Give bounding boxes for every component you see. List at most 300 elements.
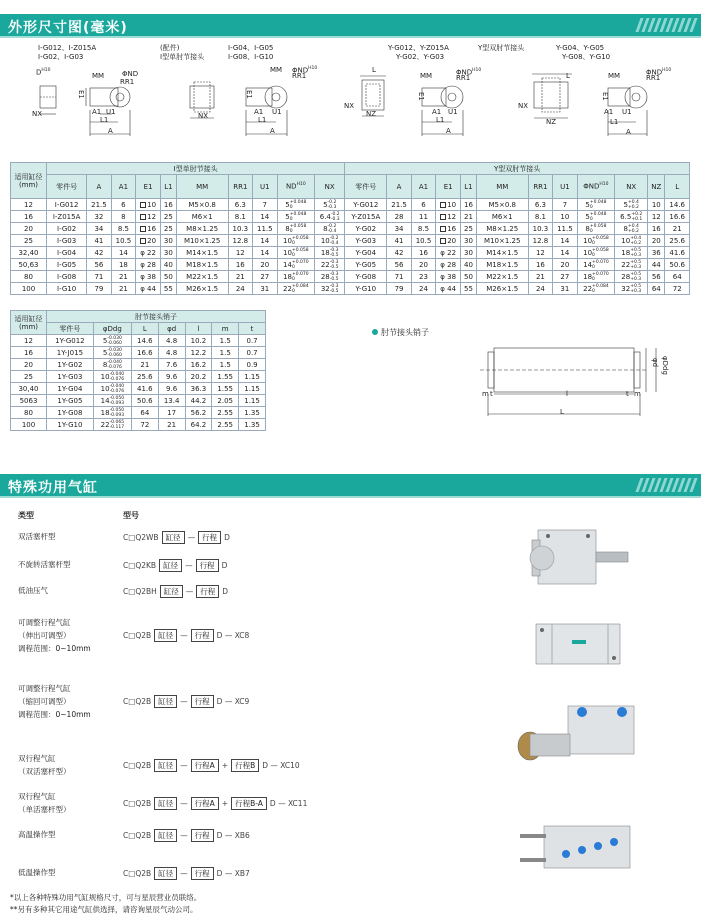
dim-label: L bbox=[566, 72, 570, 80]
table-cell: 12 bbox=[11, 199, 47, 211]
table-cell: 64 bbox=[665, 271, 690, 283]
dim-label: φd bbox=[651, 358, 659, 368]
h10-label: H10 bbox=[599, 182, 609, 188]
model-text: + bbox=[221, 798, 229, 808]
table-cell: 1.35 bbox=[239, 419, 266, 431]
table-row bbox=[11, 199, 690, 211]
cylinder-photo bbox=[512, 698, 642, 772]
table-cell: 7 bbox=[553, 199, 577, 211]
bullet-dot bbox=[372, 329, 378, 335]
table-cell: 5 -0.2 -0.3 bbox=[315, 199, 345, 211]
table-cell: 8 bbox=[111, 211, 135, 223]
table-row bbox=[11, 223, 690, 235]
table-cell: I-Z015A bbox=[47, 211, 87, 223]
table-cell: 72 bbox=[665, 283, 690, 295]
table-cell: M14×1.5 bbox=[176, 247, 228, 259]
table-cell: Y-G05 bbox=[345, 259, 387, 271]
table-cell: 28 bbox=[387, 211, 411, 223]
tolerance: -0.040 -0.076 bbox=[107, 359, 122, 370]
dim-label: A bbox=[270, 127, 275, 135]
table-cell: φ 38 bbox=[136, 271, 161, 283]
table-cell: 21 bbox=[665, 223, 690, 235]
dim-label: L1 bbox=[610, 118, 619, 126]
table-cell: 64 bbox=[131, 407, 158, 419]
table-cell: 32 bbox=[87, 211, 111, 223]
table-row bbox=[11, 407, 266, 419]
table-row bbox=[11, 347, 266, 359]
table-column-header: m bbox=[212, 323, 239, 335]
model-field-box: 行程 bbox=[191, 829, 214, 842]
model-text: C□Q2B bbox=[123, 696, 152, 706]
model-field-box: 行程 bbox=[191, 695, 214, 708]
table-cell: 18 +0.070 0 bbox=[577, 271, 615, 283]
table-column-header: 零件号 bbox=[47, 323, 94, 335]
dim-label: NZ bbox=[546, 118, 557, 126]
dim-label: MM bbox=[92, 72, 105, 80]
table-cell: 80 bbox=[11, 271, 47, 283]
table-cell: 10.3 bbox=[528, 223, 552, 235]
table-cell: 11 bbox=[411, 211, 435, 223]
dim-label: NX bbox=[198, 112, 209, 120]
table-column-header: 零件号 bbox=[345, 175, 387, 199]
table-cell: 44.2 bbox=[185, 395, 212, 407]
table-cell: 22 +0.084 0 bbox=[577, 283, 615, 295]
table-cell: 64 bbox=[648, 283, 665, 295]
table-cell: 24 bbox=[528, 283, 552, 295]
table-column-header: MM bbox=[476, 175, 528, 199]
table-cell: 1Y-G10 bbox=[47, 419, 94, 431]
table-cell: 20 bbox=[11, 223, 47, 235]
dim-label: MM bbox=[420, 72, 433, 80]
table-cell: 100 bbox=[11, 283, 47, 295]
dim-label: A1 bbox=[432, 108, 442, 116]
table-group-header: I型单肘节接头 bbox=[47, 163, 345, 175]
table-cell: M6×1 bbox=[176, 211, 228, 223]
table-column-header: U1 bbox=[553, 175, 577, 199]
special-type bbox=[18, 682, 91, 721]
dim-label: m bbox=[634, 390, 641, 398]
special-type-line: 低油压气 bbox=[18, 586, 48, 595]
table-cell: φ 44 bbox=[136, 283, 161, 295]
table-cell: 21 bbox=[111, 283, 135, 295]
model-text: D — XC8 bbox=[216, 630, 250, 640]
table-cell: M10×1.25 bbox=[476, 235, 528, 247]
table-column-header: U1 bbox=[253, 175, 277, 199]
table-cell: 30 bbox=[461, 247, 477, 259]
table-cell: 20 bbox=[411, 259, 435, 271]
dim-label: E1 bbox=[245, 90, 253, 99]
dim-label: φDdg bbox=[661, 356, 669, 375]
table-cell: 1.15 bbox=[239, 395, 266, 407]
table-cell: 16 bbox=[461, 199, 477, 211]
table-cell: I-G08 bbox=[47, 271, 87, 283]
table-cell: M18×1.5 bbox=[176, 259, 228, 271]
table-cell: 10 bbox=[553, 211, 577, 223]
dim-label: L bbox=[560, 408, 564, 416]
table-cell: 18 -0.050 -0.093 bbox=[93, 407, 131, 419]
table-row bbox=[11, 359, 266, 371]
model-code bbox=[123, 694, 249, 708]
table-cell: 10 +0.058 0 bbox=[277, 235, 315, 247]
table-cell: 24 bbox=[411, 283, 435, 295]
special-type-line: （缩回可调型） bbox=[18, 697, 71, 706]
tolerance: +0.4 +0.2 bbox=[627, 223, 639, 234]
table-cell: 20 bbox=[553, 259, 577, 271]
square-icon bbox=[440, 226, 446, 232]
model-text: D — XC9 bbox=[216, 696, 250, 706]
table-cell: 32,40 bbox=[11, 247, 47, 259]
table-cell: Y-G08 bbox=[345, 271, 387, 283]
table-row bbox=[11, 383, 266, 395]
model-field-box: 缸径 bbox=[154, 629, 177, 642]
model-text: C□Q2B bbox=[123, 630, 152, 640]
dim-label: NZ bbox=[366, 110, 377, 118]
pin-table bbox=[10, 310, 266, 431]
tolerance: -0.040 -0.076 bbox=[109, 383, 125, 394]
table-cell: 11.5 bbox=[253, 223, 277, 235]
table-cell: 16 bbox=[228, 259, 252, 271]
section-banner-dimensions bbox=[0, 14, 701, 36]
table-cell: 100 bbox=[11, 419, 47, 431]
model-field-box: 行程 bbox=[191, 629, 214, 642]
table-cell: 79 bbox=[87, 283, 111, 295]
model-text: + bbox=[221, 760, 229, 770]
table-cell: 32 +0.5 +0.3 bbox=[615, 283, 648, 295]
table-cell: 56.2 bbox=[185, 407, 212, 419]
table-cell: 20 bbox=[136, 235, 161, 247]
tolerance: -0.3 -0.5 bbox=[329, 283, 339, 294]
dim-label: U1 bbox=[448, 108, 458, 116]
table-cell: 30 bbox=[161, 235, 177, 247]
square-icon bbox=[140, 238, 146, 244]
tolerance: +0.058 0 bbox=[589, 223, 607, 234]
dim-label: m bbox=[482, 390, 489, 398]
table-cell: 18 +0.5 +0.3 bbox=[615, 247, 648, 259]
dim-label: D bbox=[36, 68, 42, 77]
dim-label: A bbox=[446, 127, 451, 135]
table-cell: Y-Z015A bbox=[345, 211, 387, 223]
table-cell: 1.55 bbox=[212, 383, 239, 395]
table-column-header: L bbox=[131, 323, 158, 335]
table-cell: 12 bbox=[228, 247, 252, 259]
table-cell: 1Y-G08 bbox=[47, 407, 94, 419]
model-code bbox=[123, 866, 250, 880]
dim-label: t bbox=[490, 390, 493, 398]
table-cell: 25.6 bbox=[131, 371, 158, 383]
model-field-box: 缸径 bbox=[154, 797, 177, 810]
table-cell: 10 -0.040 -0.076 bbox=[93, 383, 131, 395]
table-column-header: φDdg bbox=[93, 323, 131, 335]
table-row bbox=[11, 335, 266, 347]
table-group-header: Y型双肘节接头 bbox=[345, 163, 690, 175]
table-cell: φ 44 bbox=[436, 283, 461, 295]
table-cell: 30 bbox=[461, 235, 477, 247]
pin-title: 肘节接头销子 bbox=[381, 328, 429, 337]
diagram-caption: I-G04、I-G05 I-G08、I-G10 bbox=[228, 44, 274, 61]
divider bbox=[0, 496, 701, 498]
table-cell: 21.5 bbox=[87, 199, 111, 211]
table-cell: 22 +0.084 0 bbox=[277, 283, 315, 295]
model-text: D bbox=[222, 586, 229, 596]
table-cell: 6.3 bbox=[228, 199, 252, 211]
table-cell: 10.5 bbox=[111, 235, 135, 247]
dim-label: E1 bbox=[417, 92, 425, 101]
table-cell: 41 bbox=[87, 235, 111, 247]
table-cell: M6×1 bbox=[476, 211, 528, 223]
special-type bbox=[18, 828, 56, 841]
dim-label: MM bbox=[270, 66, 283, 74]
model-code bbox=[123, 758, 300, 772]
table-header: 适用缸径 (mm) bbox=[11, 311, 47, 335]
table-cell: 21 bbox=[228, 271, 252, 283]
table-cell: I-G02 bbox=[47, 223, 87, 235]
special-type bbox=[18, 790, 71, 816]
table-row bbox=[11, 247, 690, 259]
footnote: **另有多种其它用途气缸供选择，请咨询星辰气动公司。 bbox=[10, 905, 198, 914]
section-banner-special bbox=[0, 474, 701, 496]
dim-label: t bbox=[626, 390, 629, 398]
dim-label: A1 bbox=[604, 108, 614, 116]
dim-label: NX bbox=[32, 110, 43, 118]
table-cell: 40 bbox=[161, 259, 177, 271]
table-cell: I-G10 bbox=[47, 283, 87, 295]
table-cell: 36.3 bbox=[185, 383, 212, 395]
table-cell: 8 +0.058 0 bbox=[577, 223, 615, 235]
special-type-line: 可调整行程气缸 bbox=[18, 618, 71, 627]
table-cell: 56 bbox=[648, 271, 665, 283]
table-cell: 8 -0.040 -0.076 bbox=[93, 359, 131, 371]
table-cell: 1.5 bbox=[212, 347, 239, 359]
table-cell: 25 bbox=[461, 223, 477, 235]
table-cell: 25 bbox=[161, 223, 177, 235]
table-cell: 36 bbox=[648, 247, 665, 259]
tolerance: +0.070 0 bbox=[592, 259, 609, 270]
table-cell: 12 bbox=[436, 211, 461, 223]
tolerance: -0.065 -0.117 bbox=[109, 419, 125, 430]
table-column-header: L1 bbox=[461, 175, 477, 199]
table-cell: 8.1 bbox=[528, 211, 552, 223]
table-cell: 50,63 bbox=[11, 259, 47, 271]
table-cell: Y-G10 bbox=[345, 283, 387, 295]
stripes-decoration bbox=[638, 478, 695, 492]
tolerance: -0.2 -0.3 bbox=[327, 199, 337, 210]
model-text: D bbox=[224, 532, 230, 542]
dim-label: E1 bbox=[601, 92, 609, 101]
table-cell: 6 bbox=[411, 199, 435, 211]
table-cell: 21 bbox=[158, 419, 185, 431]
dim-label: MM bbox=[608, 72, 621, 80]
table-cell: 14.6 bbox=[131, 335, 158, 347]
tolerance: -0.030 -0.060 bbox=[107, 347, 122, 358]
model-text: D — XC11 bbox=[269, 798, 308, 808]
table-cell: 10 bbox=[648, 199, 665, 211]
model-field-box: 缸径 bbox=[154, 695, 177, 708]
table-cell: 12 bbox=[11, 335, 47, 347]
table-cell: 16 bbox=[528, 259, 552, 271]
table-cell: 14 bbox=[553, 235, 577, 247]
cylinder-photo bbox=[518, 818, 638, 878]
table-cell: 16.2 bbox=[185, 359, 212, 371]
pin-drawing bbox=[480, 340, 680, 424]
table-cell: 5 +0.4 +0.2 bbox=[615, 199, 648, 211]
table-cell: 41.6 bbox=[665, 247, 690, 259]
table-cell: 40 bbox=[461, 259, 477, 271]
table-cell: 16.6 bbox=[665, 211, 690, 223]
tolerance: +0.5 +0.3 bbox=[630, 283, 642, 294]
column-header-type: 类型 bbox=[18, 511, 34, 520]
table-cell: 0.7 bbox=[239, 335, 266, 347]
model-text: C□Q2BH bbox=[123, 586, 157, 596]
table-column-header: L bbox=[665, 175, 690, 199]
table-cell: 44 bbox=[648, 259, 665, 271]
table-cell: 20.2 bbox=[185, 371, 212, 383]
dim-label: RR1 bbox=[456, 74, 471, 82]
tolerance: +0.084 0 bbox=[291, 283, 309, 294]
table-cell: 16 bbox=[648, 223, 665, 235]
model-text: C□Q2KB bbox=[123, 560, 157, 570]
table-column-header: MM bbox=[176, 175, 228, 199]
table-cell: 18 -0.3 -0.5 bbox=[315, 247, 345, 259]
table-cell: 18 bbox=[111, 259, 135, 271]
diagram-caption: Y-G04、Y-G05 Y-G08、Y-G10 bbox=[556, 44, 611, 61]
table-cell: 25 bbox=[11, 371, 47, 383]
table-cell: 12.2 bbox=[185, 347, 212, 359]
table-cell: 13.4 bbox=[158, 395, 185, 407]
footnote: *以上各种特殊功用气缸规格尺寸，可与星辰营业员联络。 bbox=[10, 893, 202, 902]
h10-label: H10 bbox=[296, 182, 306, 188]
dim-label: L1 bbox=[258, 116, 267, 124]
table-cell: 41.6 bbox=[131, 383, 158, 395]
table-cell: 17 bbox=[158, 407, 185, 419]
tolerance: +0.070 0 bbox=[291, 271, 309, 282]
table-cell: 14 bbox=[111, 247, 135, 259]
model-code bbox=[123, 530, 230, 544]
table-cell: 1Y-G05 bbox=[47, 395, 94, 407]
model-field-box: 缸径 bbox=[154, 867, 177, 880]
divider bbox=[0, 36, 701, 38]
table-cell: 14 bbox=[253, 211, 277, 223]
table-cell: 10 +0.058 0 bbox=[277, 247, 315, 259]
table-cell: I-G03 bbox=[47, 235, 87, 247]
table-cell: 50.6 bbox=[131, 395, 158, 407]
table-cell: 10 +0.4 +0.2 bbox=[615, 235, 648, 247]
tolerance: +0.4 +0.2 bbox=[630, 235, 642, 246]
special-type-line: 高温操作型 bbox=[18, 830, 56, 839]
dim-label: NX bbox=[518, 102, 529, 110]
table-cell: 27 bbox=[253, 271, 277, 283]
table-column-header: A bbox=[387, 175, 411, 199]
tolerance: -0.2 -0.3 bbox=[330, 211, 340, 222]
special-type-line: （双活塞杆型） bbox=[18, 767, 71, 776]
table-cell: M8×1.25 bbox=[476, 223, 528, 235]
model-text: — bbox=[180, 630, 188, 640]
table-column-header bbox=[277, 175, 315, 199]
tolerance: +0.048 0 bbox=[589, 211, 607, 222]
model-field-box: 缸径 bbox=[162, 531, 185, 544]
table-cell: M8×1.25 bbox=[176, 223, 228, 235]
table-cell: 1Y-J015 bbox=[47, 347, 94, 359]
model-code bbox=[123, 558, 227, 572]
special-type-line: 调程范围：0~10mm bbox=[18, 710, 91, 719]
table-cell: M5×0.8 bbox=[476, 199, 528, 211]
model-text: D — XB6 bbox=[216, 830, 250, 840]
table-cell: 21 bbox=[461, 211, 477, 223]
tolerance: +0.058 0 bbox=[592, 235, 609, 246]
table-cell: 6 bbox=[111, 199, 135, 211]
tolerance: +0.058 0 bbox=[289, 223, 307, 234]
table-cell: 12 bbox=[648, 211, 665, 223]
table-header: 适用缸径 (mm) bbox=[11, 163, 47, 199]
table-cell: φ 28 bbox=[136, 259, 161, 271]
table-column-header-text: ΦND bbox=[583, 182, 600, 191]
dim-label: A bbox=[626, 128, 631, 136]
table-group-header: 肘节接头销子 bbox=[47, 311, 266, 323]
table-cell: 16 bbox=[11, 347, 47, 359]
model-code bbox=[123, 584, 228, 598]
special-type bbox=[18, 584, 48, 597]
table-cell: 1Y-G012 bbox=[47, 335, 94, 347]
table-cell: 16 bbox=[411, 247, 435, 259]
special-type bbox=[18, 866, 56, 879]
table-cell: 8.5 bbox=[411, 223, 435, 235]
table-cell: 30 bbox=[161, 247, 177, 259]
table-cell: I-G04 bbox=[47, 247, 87, 259]
model-code bbox=[123, 796, 307, 810]
square-icon bbox=[140, 202, 146, 208]
special-type-line: 可调整行程气缸 bbox=[18, 684, 71, 693]
table-cell: 8 +0.4 +0.2 bbox=[615, 223, 648, 235]
dim-label: RR1 bbox=[292, 72, 307, 80]
model-field-box: 行程 bbox=[196, 559, 219, 572]
tolerance: +0.058 0 bbox=[291, 247, 309, 258]
table-cell: 22 -0.065 -0.117 bbox=[93, 419, 131, 431]
table-column-header: l bbox=[185, 323, 212, 335]
table-cell: 22 +0.5 +0.3 bbox=[615, 259, 648, 271]
model-text: — bbox=[185, 586, 194, 596]
tolerance: -0.3 -0.5 bbox=[329, 247, 339, 258]
table-cell: 10.2 bbox=[185, 335, 212, 347]
joint-dimension-table bbox=[10, 162, 690, 295]
table-cell: 16 bbox=[11, 211, 47, 223]
table-row bbox=[11, 211, 690, 223]
model-field-box: 缸径 bbox=[159, 559, 182, 572]
table-cell: Y-G03 bbox=[345, 235, 387, 247]
table-cell: 14 bbox=[553, 247, 577, 259]
table-cell: 21 bbox=[528, 271, 552, 283]
table-cell: 5 -0.030 -0.060 bbox=[93, 335, 131, 347]
table-cell: 12.8 bbox=[228, 235, 252, 247]
table-cell: 1Y-G03 bbox=[47, 371, 94, 383]
tolerance: +0.2 +0.1 bbox=[631, 211, 643, 222]
table-row bbox=[11, 259, 690, 271]
table-cell: M22×1.5 bbox=[176, 271, 228, 283]
dim-label: A1 bbox=[254, 108, 264, 116]
table-cell: 79 bbox=[387, 283, 411, 295]
model-field-box: 缸径 bbox=[154, 759, 177, 772]
dim-label: L bbox=[372, 66, 376, 74]
table-cell: 1.5 bbox=[212, 335, 239, 347]
table-cell: Y-G04 bbox=[345, 247, 387, 259]
table-cell: 20 bbox=[11, 359, 47, 371]
diagram-caption: Y型双肘节接头 bbox=[478, 44, 525, 52]
table-cell: 41 bbox=[387, 235, 411, 247]
table-column-header: RR1 bbox=[228, 175, 252, 199]
table-cell: Y-G02 bbox=[345, 223, 387, 235]
table-column-header: NX bbox=[315, 175, 345, 199]
table-cell: 8.5 bbox=[111, 223, 135, 235]
table-cell: 42 bbox=[87, 247, 111, 259]
model-text: C□Q2WB bbox=[123, 532, 159, 542]
